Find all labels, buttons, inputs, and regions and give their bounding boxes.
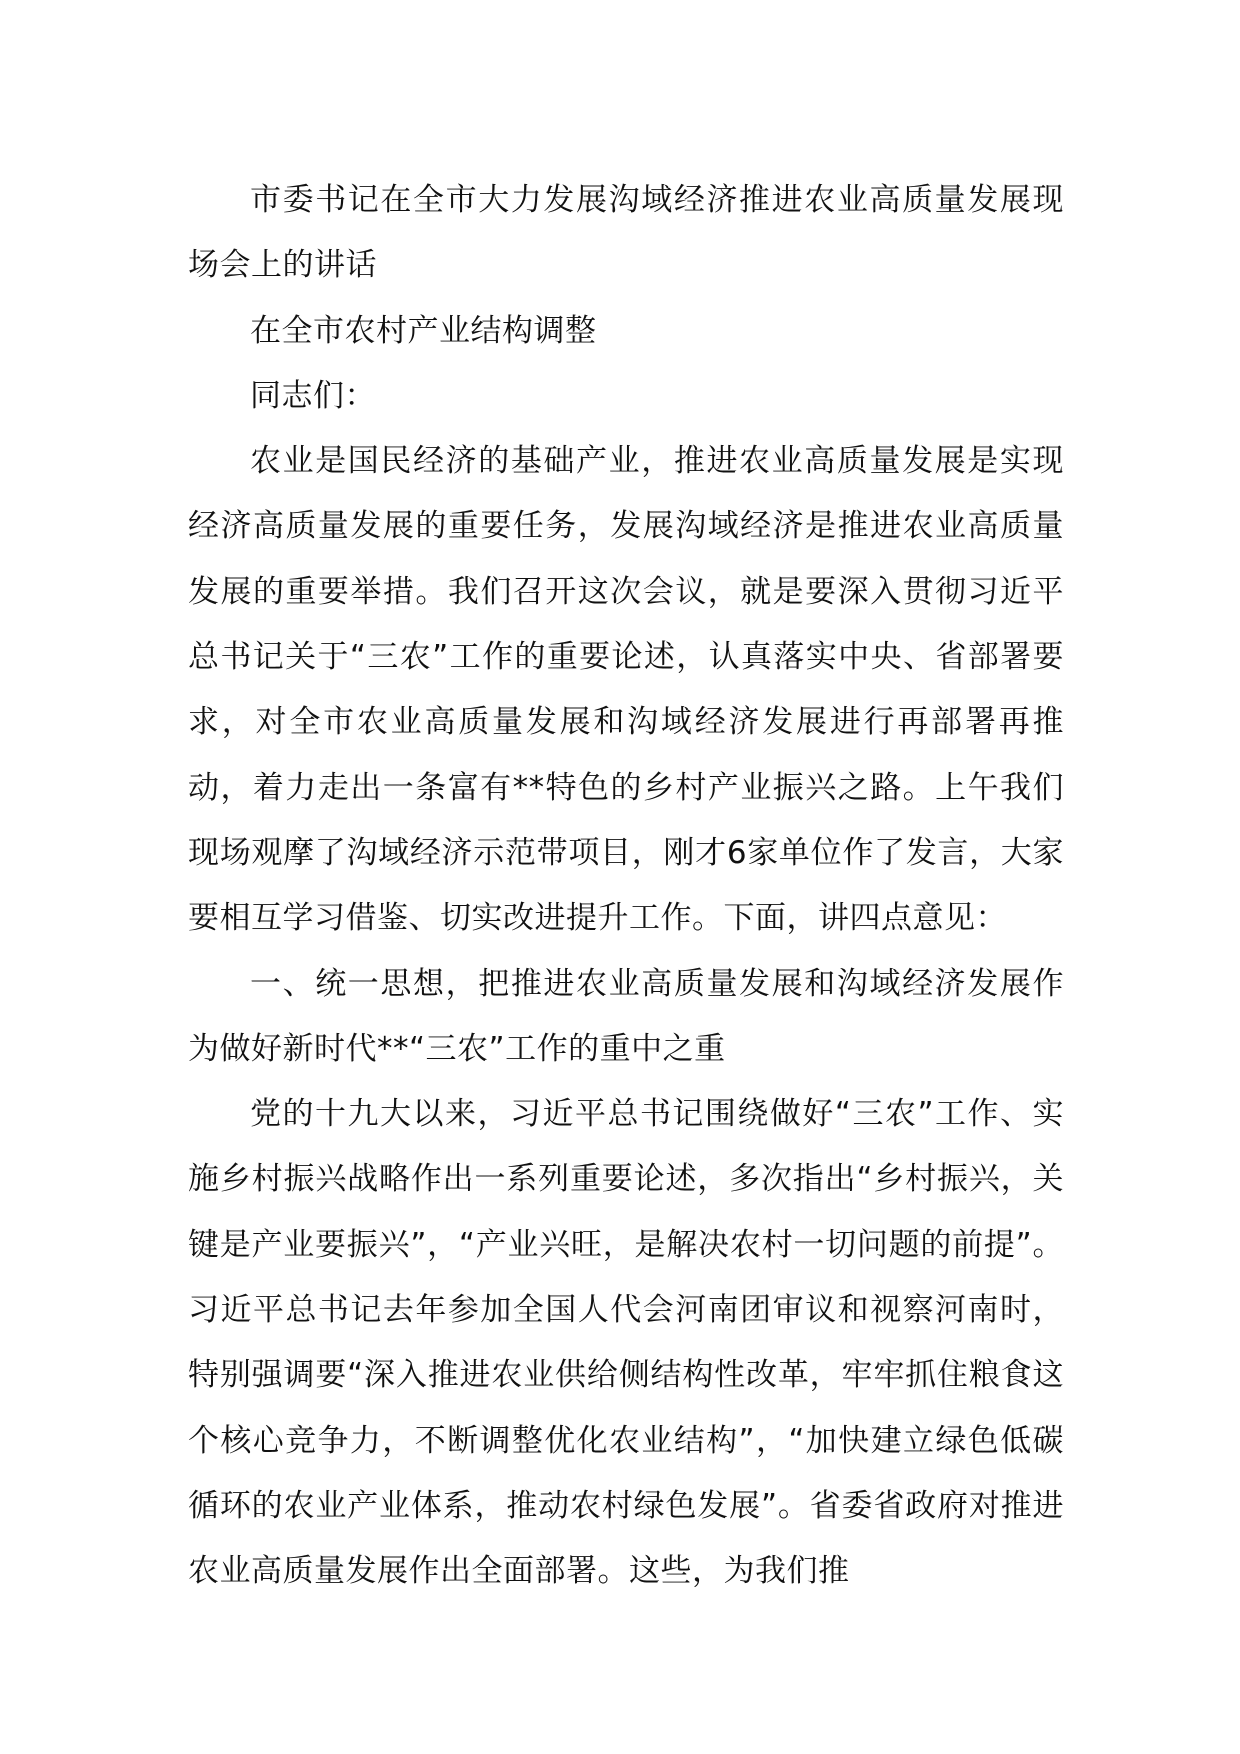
document-title: 市委书记在全市大力发展沟域经济推进农业高质量发展现场会上的讲话 [188, 182, 1064, 284]
body-paragraph: 农业是国民经济的基础产业，推进农业高质量发展是实现经济高质量发展的重要任务，发展沟域经济是推进农业高质量发展的重要举措。我们召开这次会议，就是要深入贯彻习近平总书记关于“三农”工作的重要论述，认真落实中央、省部署要求，对全市农业高质量发展和沟域经济发展进行再部署再推动，着力走出一条富有**特色的乡村产业振兴之路。上午我们现场观摩了沟域经济示范带项目，刚才6家单位作了发言，大家要相互学习借鉴、切实改进提升工作。下面，讲四点意见： [188, 443, 1064, 937]
salutation: 同志们： [250, 377, 376, 414]
section-heading: 一、统一思想，把推进农业高质量发展和沟域经济发展作为做好新时代**“三农”工作的重中之重 [188, 965, 1064, 1067]
body-paragraph: 党的十九大以来，习近平总书记围绕做好“三农”工作、实施乡村振兴战略作出一系列重要论述，多次指出“乡村振兴，关键是产业要振兴”，“产业兴旺，是解决农村一切问题的前提”。习近平总书记去年参加全国人代会河南团审议和视察河南时，特别强调要“深入推进农业供给侧结构性改革，牢牢抓住粮食这个核心竞争力，不断调整优化农业结构”，“加快建立绿色低碳循环的农业产业体系，推动农村绿色发展”。省委省政府对推进农业高质量发展作出全面部署。这些，为我们推 [188, 1096, 1064, 1590]
document-page [188, 168, 1064, 1605]
document-subtitle: 在全市农村产业结构调整 [250, 312, 597, 349]
